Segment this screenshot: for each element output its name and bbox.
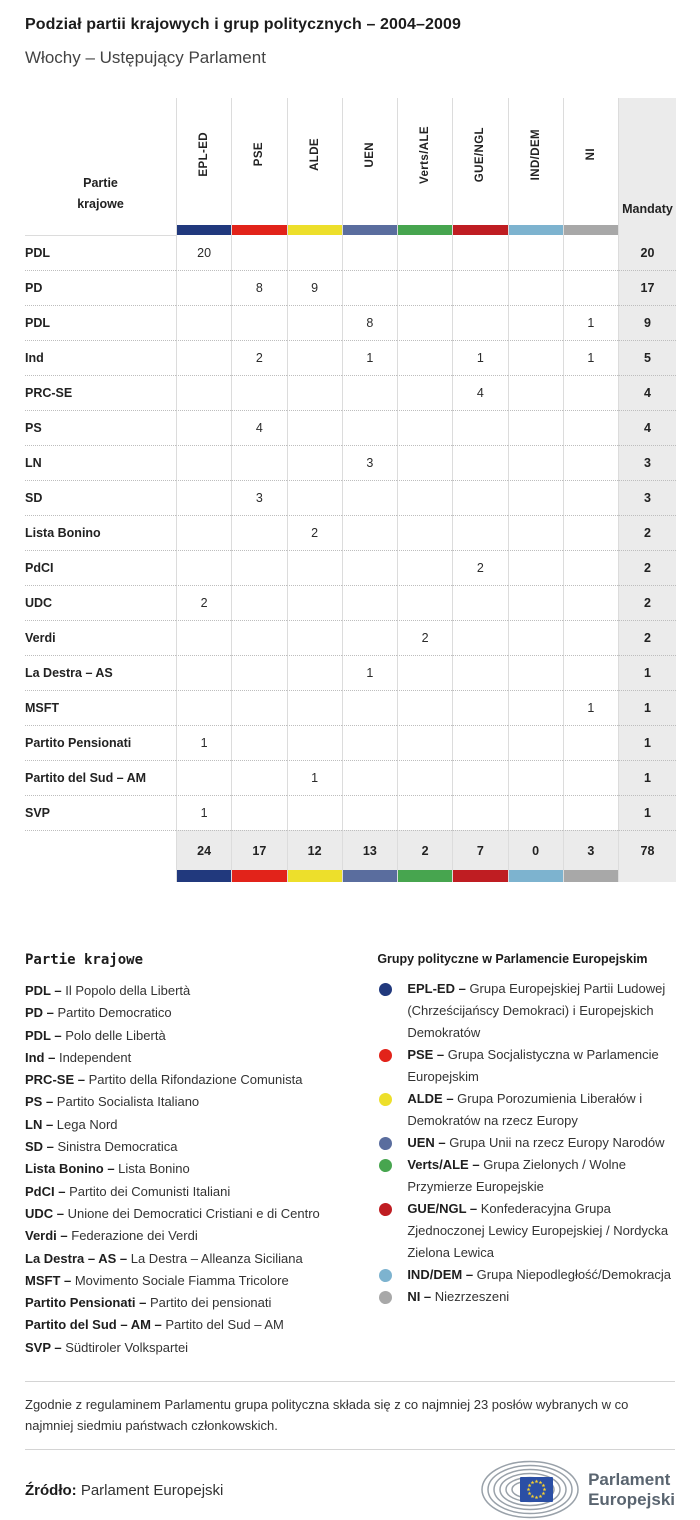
seat-value: 1 [342,655,397,690]
party-legend-item: LN – Lega Nord [25,1116,118,1132]
seat-value [287,795,342,830]
legend-parties-list [25,980,372,1359]
party-label: UDC [25,585,176,620]
party-label: La Destra – AS [25,655,176,690]
party-legend-item: SVP – Südtiroler Volkspartei [25,1339,189,1355]
ep-logo [478,1460,675,1520]
seat-value [563,585,618,620]
seat-value [563,480,618,515]
group-color-bar [287,225,342,235]
column-total: 12 [287,830,342,870]
legend-groups-list [377,978,675,1308]
page-header [0,0,700,68]
seat-value [452,445,507,480]
seat-value [287,550,342,585]
seat-value: 2 [231,340,286,375]
seat-value [397,270,452,305]
row-total: 3 [618,480,676,515]
seat-value [287,620,342,655]
seat-value [342,410,397,445]
seat-value [231,375,286,410]
ep-logo-line1: Parlament [588,1470,671,1490]
seat-value: 1 [176,725,231,760]
party-legend-item: PDL – Il Popolo della Libertà [25,983,191,998]
seat-value [342,270,397,305]
seat-value: 9 [287,270,342,305]
seat-value [563,410,618,445]
totals-row-spacer [25,830,176,870]
column-total: 3 [563,830,618,870]
group-column-header: NI [563,98,618,225]
group-column-header: IND/DEM [508,98,563,225]
seat-value [176,445,231,480]
legend-parties [25,952,372,1359]
seat-value [342,235,397,270]
group-legend-item: EPL-ED – Grupa Europejskiej Partii Ludowej (Chrześcijańscy Demokraci) i Europejskich Demokratów [377,978,675,1044]
seat-value [563,725,618,760]
group-column-header: GUE/NGL [452,98,507,225]
seat-value [397,235,452,270]
seat-value [287,585,342,620]
seat-value: 2 [287,515,342,550]
seat-value [342,725,397,760]
row-total: 1 [618,690,676,725]
seat-value [231,760,286,795]
seat-value [452,585,507,620]
source-bar [25,1460,675,1520]
seats-bar-spacer [618,225,676,235]
seat-value [176,760,231,795]
seat-value [452,480,507,515]
seat-value [397,410,452,445]
row-total: 1 [618,760,676,795]
seat-value [508,270,563,305]
group-legend-item: GUE/NGL – Konfederacyjna Grupa Zjednoczonej Lewicy Europejskiej / Nordycka Zielona Lewica [377,1198,675,1264]
seat-value [508,725,563,760]
footnote-box [25,1381,675,1450]
seat-value [563,620,618,655]
seat-value: 3 [342,445,397,480]
party-legend-item: PdCI – Partito dei Comunisti Italiani [25,1183,231,1199]
seat-value [397,655,452,690]
legend-groups [377,952,675,1359]
row-total: 17 [618,270,676,305]
party-legend-item: PD – Partito Democratico [25,1005,172,1021]
seat-value: 2 [397,620,452,655]
seat-value: 1 [287,760,342,795]
party-legend-item: PS – Partito Socialista Italiano [25,1094,200,1110]
grand-total: 78 [618,830,676,870]
party-label: PRC-SE [25,375,176,410]
seats-column-cap [618,870,676,882]
group-legend-item: IND/DEM – Grupa Niepodległość/Demokracja [377,1264,675,1286]
seat-value: 8 [231,270,286,305]
seat-value [563,235,618,270]
group-color-dot [379,1291,392,1304]
seat-value [287,445,342,480]
seat-value [287,480,342,515]
seat-value [287,305,342,340]
seat-value [563,655,618,690]
seat-value [176,270,231,305]
seat-value: 4 [452,375,507,410]
group-legend-item: UEN – Grupa Unii na rzecz Europy Narodów [377,1132,675,1154]
seat-value [452,760,507,795]
party-label: Partito Pensionati [25,725,176,760]
seat-value [231,235,286,270]
seats-table [25,98,676,882]
seat-value [563,515,618,550]
seat-value [397,480,452,515]
group-column-header: ALDE [287,98,342,225]
seat-value [342,515,397,550]
seat-value [508,480,563,515]
seat-value [397,340,452,375]
column-total: 0 [508,830,563,870]
seat-value [231,550,286,585]
seat-value: 1 [342,340,397,375]
row-total: 3 [618,445,676,480]
legend-section [25,952,675,1359]
seat-value [342,795,397,830]
group-color-bar-bottom [176,870,231,882]
party-label: PdCI [25,550,176,585]
seat-value [508,655,563,690]
seat-value [563,445,618,480]
seat-value [563,760,618,795]
european-parliament-logo-icon [478,1460,582,1520]
party-label: LN [25,445,176,480]
column-total: 24 [176,830,231,870]
party-legend-item: La Destra – AS – La Destra – Alleanza Siciliana [25,1250,303,1266]
seat-value [508,375,563,410]
seat-value [397,585,452,620]
column-total: 7 [452,830,507,870]
group-color-bar-bottom [342,870,397,882]
footnote-text: Zgodnie z regulaminem Parlamentu grupa polityczna składa się z co najmniej 23 posłów wybranych w co najmniej siedmiu państwach członkowskich. [25,1397,629,1434]
group-column-header: UEN [342,98,397,225]
seat-value [508,445,563,480]
seat-value [397,760,452,795]
seat-value [452,795,507,830]
seat-value [231,305,286,340]
seat-value [508,340,563,375]
group-color-dot [379,1203,392,1216]
party-legend-item: PRC-SE – Partito della Rifondazione Comunista [25,1072,303,1088]
group-color-bar [452,225,507,235]
seat-value [508,795,563,830]
seat-value: 2 [176,585,231,620]
legend-parties-title: Partie krajowe [25,952,144,968]
page-title: Podział partii krajowych i grup politycznych – 2004–2009 [25,16,461,33]
row-total: 2 [618,620,676,655]
party-legend-item: UDC – Unione dei Democratici Cristiani e di Centro [25,1205,320,1221]
source-label: Źródło: [25,1481,77,1499]
seat-value [397,725,452,760]
seat-value [176,515,231,550]
group-color-bar-bottom [508,870,563,882]
party-label: MSFT [25,690,176,725]
party-legend-item: Verdi – Federazione dei Verdi [25,1228,198,1244]
seat-value: 20 [176,235,231,270]
group-color-dot [379,983,392,996]
seat-value [397,375,452,410]
seat-value [452,690,507,725]
row-header-label: Partie krajowe [77,176,124,211]
seat-value [176,550,231,585]
seat-value [231,655,286,690]
seat-value: 1 [176,795,231,830]
seat-value [287,410,342,445]
seat-value [342,620,397,655]
seat-value [397,550,452,585]
party-label: Ind [25,340,176,375]
seat-value [231,795,286,830]
seat-value [452,655,507,690]
party-label: Partito del Sud – AM [25,760,176,795]
group-color-bar [397,225,452,235]
seat-value: 1 [563,340,618,375]
seat-value [397,690,452,725]
group-color-bar [342,225,397,235]
group-legend-item: NI – Niezrzeszeni [377,1286,675,1308]
page-subtitle: Włochy – Ustępujący Parlament [25,48,266,67]
seat-value [342,585,397,620]
seats-column-header: Mandaty [618,98,676,225]
seat-value [231,585,286,620]
footer-bar-spacer [25,870,176,882]
group-column-header: EPL-ED [176,98,231,225]
party-label: PDL [25,305,176,340]
seat-value [452,410,507,445]
seat-value [176,305,231,340]
seat-value [508,585,563,620]
row-total: 2 [618,550,676,585]
group-color-bar-bottom [563,870,618,882]
seat-value [508,410,563,445]
party-legend-item: Partito del Sud – AM – Partito del Sud – AM [25,1317,284,1333]
seat-value [563,375,618,410]
party-legend-item: Partito Pensionati – Partito dei pensionati [25,1295,272,1311]
row-total: 2 [618,585,676,620]
column-total: 17 [231,830,286,870]
seat-value [508,760,563,795]
seat-value [452,620,507,655]
group-color-bar [231,225,286,235]
group-color-bar [563,225,618,235]
column-total: 13 [342,830,397,870]
party-legend-item: MSFT – Movimento Sociale Fiamma Tricolore [25,1272,289,1288]
party-legend-item: Lista Bonino – Lista Bonino [25,1161,190,1177]
seat-value [342,550,397,585]
group-legend-item: PSE – Grupa Socjalistyczna w Parlamencie Europejskim [377,1044,675,1088]
group-legend-item: Verts/ALE – Grupa Zielonych / Wolne Przymierze Europejskie [377,1154,675,1198]
seat-value [287,725,342,760]
party-label: PDL [25,235,176,270]
row-total: 1 [618,725,676,760]
seat-value [176,410,231,445]
seat-value [563,270,618,305]
source-text: Parlament Europejski [80,1481,224,1499]
party-label: Lista Bonino [25,515,176,550]
seat-value [563,550,618,585]
group-color-dot [379,1049,392,1062]
row-total: 2 [618,515,676,550]
group-color-bar-bottom [231,870,286,882]
seat-value [176,375,231,410]
group-color-dot [379,1159,392,1172]
seat-value [176,655,231,690]
group-color-bar-bottom [452,870,507,882]
party-label: Verdi [25,620,176,655]
group-color-bar-bottom [397,870,452,882]
seat-value [508,690,563,725]
party-legend-item: PDL – Polo delle Libertà [25,1027,166,1043]
group-color-dot [379,1137,392,1150]
seat-value [452,515,507,550]
seat-value [508,620,563,655]
seat-value [176,620,231,655]
ep-logo-text [588,1470,675,1510]
group-color-dot [379,1269,392,1282]
seat-value: 1 [452,340,507,375]
group-color-bar-bottom [287,870,342,882]
seat-value: 4 [231,410,286,445]
seat-value [342,690,397,725]
seat-value [176,480,231,515]
seat-value [231,445,286,480]
row-total: 1 [618,795,676,830]
seat-value [452,270,507,305]
seat-value: 8 [342,305,397,340]
seat-value [342,480,397,515]
group-column-header: Verts/ALE [397,98,452,225]
seat-value: 1 [563,305,618,340]
source-line [25,1482,223,1499]
row-total: 9 [618,305,676,340]
seat-value [397,305,452,340]
seat-value [231,690,286,725]
seat-value [176,690,231,725]
seat-value [508,305,563,340]
party-legend-item: SD – Sinistra Democratica [25,1139,178,1155]
legend-groups-title: Grupy polityczne w Parlamencie Europejskim [377,952,648,966]
row-total: 20 [618,235,676,270]
party-label: PS [25,410,176,445]
seat-value [231,620,286,655]
row-total: 4 [618,375,676,410]
party-label: SD [25,480,176,515]
seat-value [508,550,563,585]
seat-value [563,795,618,830]
seat-value [397,795,452,830]
row-total: 1 [618,655,676,690]
seat-value [452,305,507,340]
seat-value [508,515,563,550]
seat-value: 3 [231,480,286,515]
group-color-dot [379,1093,392,1106]
seat-value [287,690,342,725]
seat-value [508,235,563,270]
seat-value [287,655,342,690]
seat-value [287,235,342,270]
column-total: 2 [397,830,452,870]
seat-value [231,515,286,550]
header-bar-spacer [25,225,176,235]
seat-value [397,515,452,550]
party-label: SVP [25,795,176,830]
seat-value [287,340,342,375]
seat-value [452,235,507,270]
group-column-header: PSE [231,98,286,225]
ep-logo-line2: Europejski [588,1490,675,1510]
seat-value: 1 [563,690,618,725]
seat-value [231,725,286,760]
seat-value [452,725,507,760]
party-label: PD [25,270,176,305]
group-legend-item: ALDE – Grupa Porozumienia Liberałów i Demokratów na rzecz Europy [377,1088,675,1132]
seat-value [287,375,342,410]
seat-value [342,375,397,410]
seat-value: 2 [452,550,507,585]
seat-value [397,445,452,480]
seat-value [176,340,231,375]
group-color-bar [176,225,231,235]
group-color-bar [508,225,563,235]
seat-value [342,760,397,795]
party-legend-item: Ind – Independent [25,1049,132,1065]
row-total: 5 [618,340,676,375]
row-total: 4 [618,410,676,445]
